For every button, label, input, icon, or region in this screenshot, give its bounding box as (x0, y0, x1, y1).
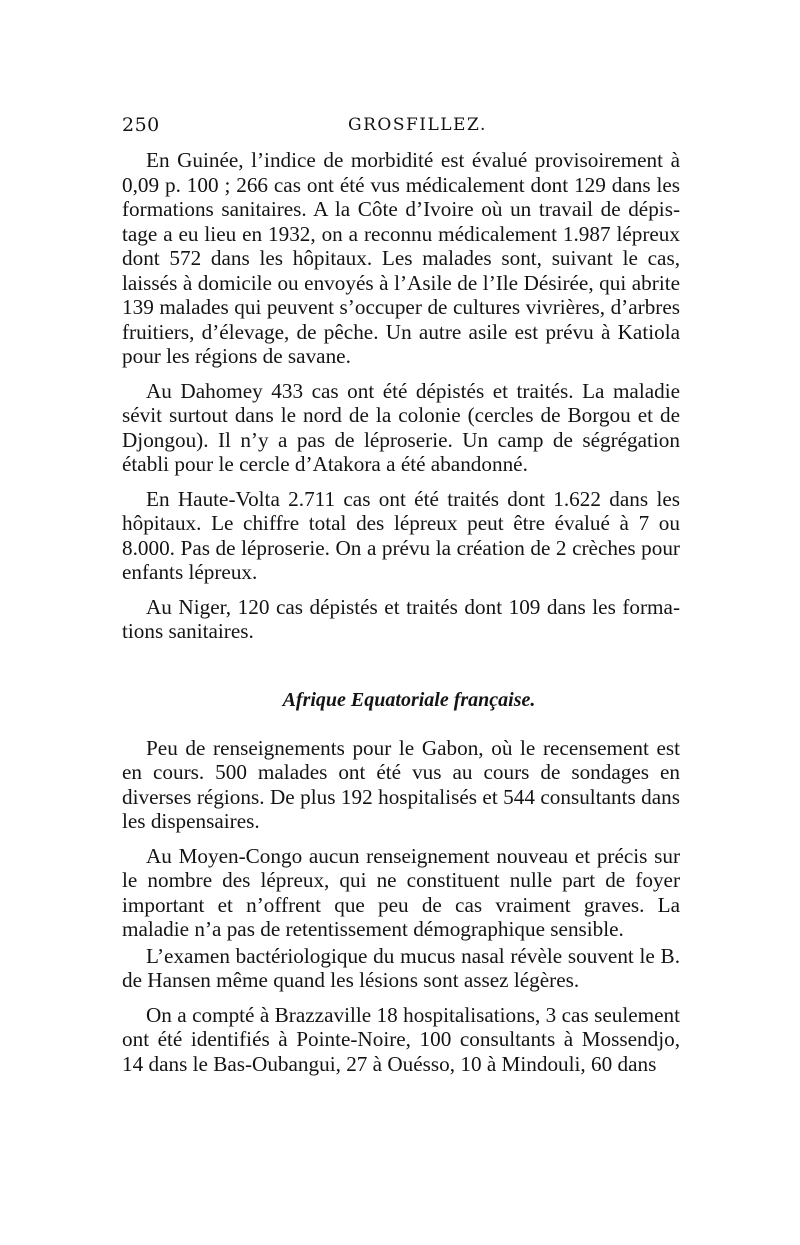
paragraph-guinee-cote-ivoire: En Guinée, l’indice de morbidité est évalué provisoirement à 0,09 p. 100 ; 266 cas ont été vus médicalement dont 129 dans les formations sanitaires. A la Côte d’Ivoire où un travail de dépistage a eu lieu en 1932, on a reconnu médicalement 1.987 lépreux dont 572 dans les hôpitaux. Les malades sont, suivant le cas, laissés à domicile ou envoyés à l’Asile de l’Ile Désirée, qui abrite 139 malades qui peuvent s’occuper de cultures vivrières, d’arbres fruitiers, d’élevage, de pêche. Un autre asile est prévu à Katiola pour les régions de savane. (122, 148, 680, 368)
page-number: 250 (122, 114, 160, 136)
section-title: Afrique Equatoriale française. (282, 688, 536, 711)
paragraph-gabon: Peu de renseignements pour le Gabon, où le recensement est en cours. 500 malades ont été vus au cours de sondages en diverses régions. De plus 192 hospitalisés et 544 consultants dans les dispensaires. (122, 735, 680, 833)
paragraph-brazzaville: On a compté à Brazzaville 18 hospitalisations, 3 cas seulement ont été identifiés à Pointe-Noire, 100 consultants à Mossendjo, 14 dans le Bas-Oubangui, 27 à Ouésso, 10 à Mindouli, 60 dans (122, 1002, 680, 1076)
paragraph-moyen-congo: Au Moyen-Congo aucun renseignement nouveau et précis sur le nombre des lépreux, qui ne constituent nulle part de foyer important et n’offrent que peu de cas vraiment graves. La maladie n’a pas de retentissement démographique sensible. (122, 843, 680, 941)
body-text (122, 148, 680, 1076)
page-header (122, 114, 682, 144)
paragraph-dahomey: Au Dahomey 433 cas ont été dépistés et traités. La maladie sévit surtout dans le nord de la colonie (cercles de Borgou et de Djongou). Il n’y a pas de léproserie. Un camp de ségrégation établi pour le cercle d’Atakora a été abandonné. (122, 378, 680, 476)
paragraph-examen-bacteriologique: L’examen bactériologique du mucus nasal révèle souvent le B. de Hansen même quand les lésions sont assez légères. (122, 943, 680, 992)
running-head: GROSFILLEZ. (348, 115, 487, 135)
paragraph-niger: Au Niger, 120 cas dépistés et traités dont 109 dans les formations sanitaires. (122, 594, 680, 643)
paragraph-haute-volta: En Haute-Volta 2.711 cas ont été traités dont 1.622 dans les hôpitaux. Le chiffre total des lépreux peut être évalué à 7 ou 8.000. Pas de léproserie. On a prévu la création de 2 crèches pour enfants lépreux. (122, 486, 680, 584)
